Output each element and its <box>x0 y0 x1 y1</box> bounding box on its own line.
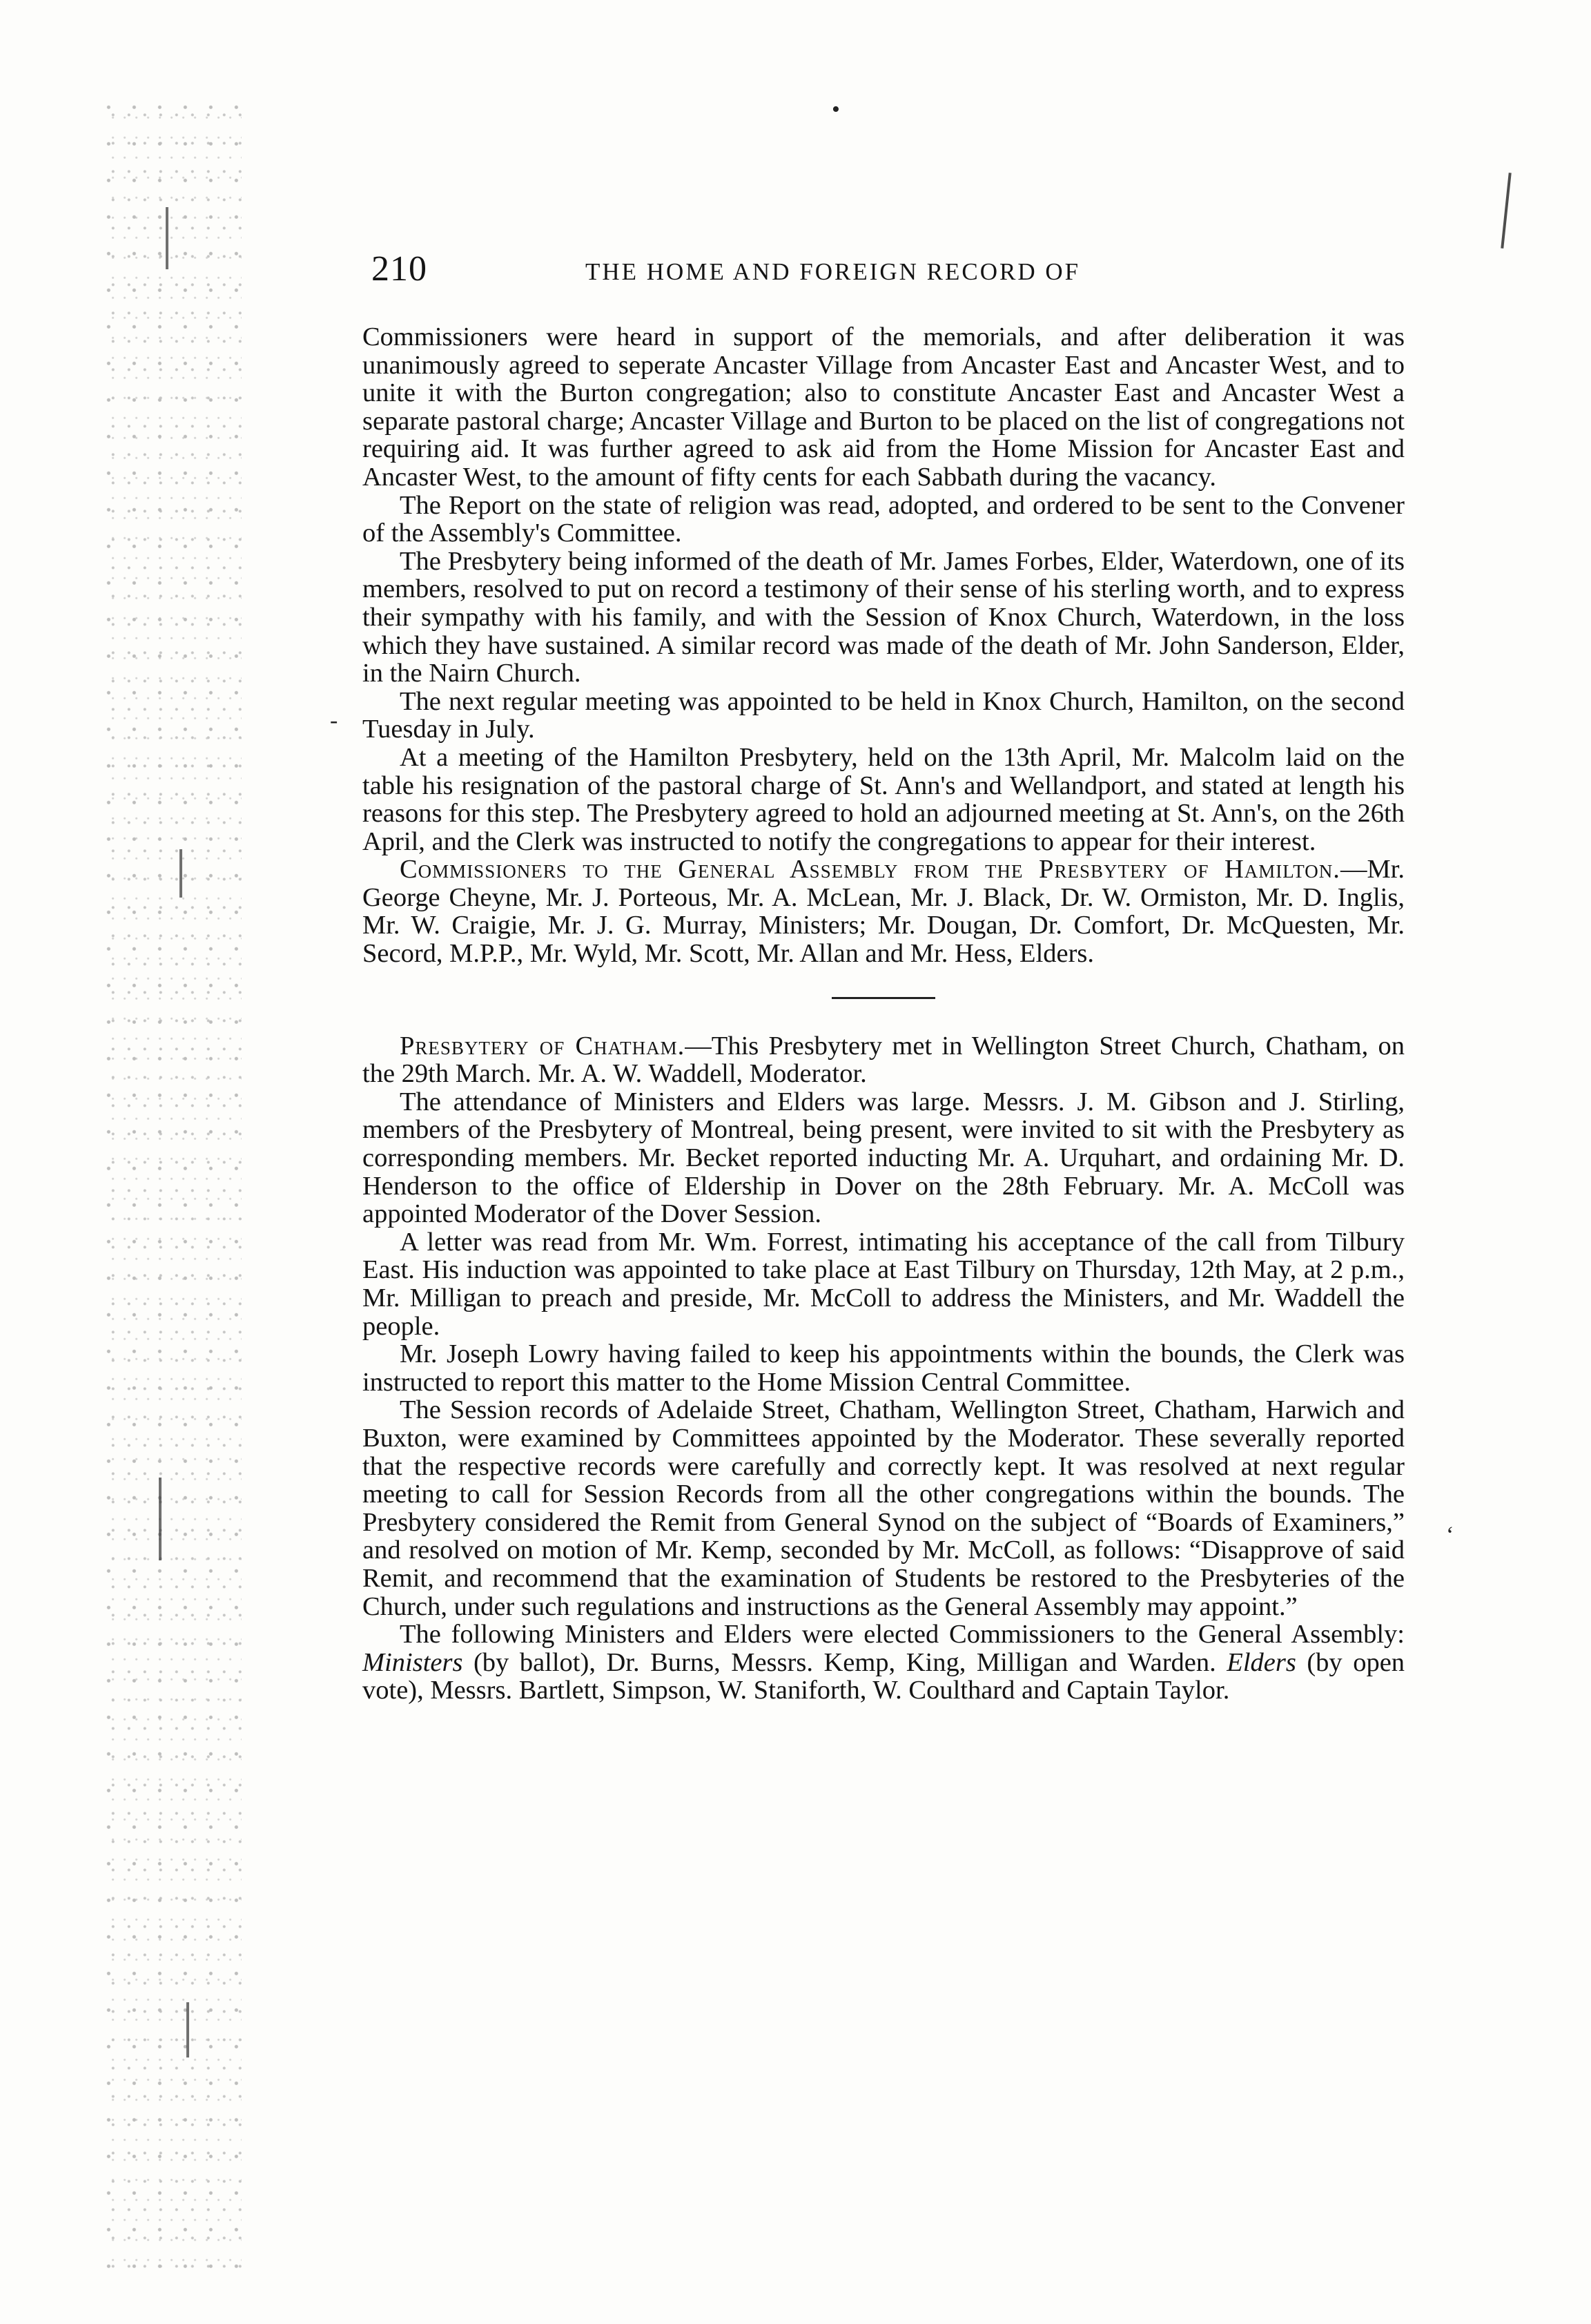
paragraph-text: —This Presbytery met in Wellington Street Church, Chatham, on the 29th March. Mr. A. W. Waddell, Moderator. <box>362 1031 1405 1089</box>
paragraph-text: —Mr. George Cheyne, Mr. J. Porteous, Mr. A. McLean, Mr. J. Black, Dr. W. Ormiston, Mr. D. Inglis, Mr. W. Craigie, Mr. J. G. Murray, Ministers; Mr. Dougan, Dr. Comfort, Dr. McQuesten, Mr. Secord, M.P.P., Mr. Wyld, Mr. Scott, Mr. Allan and Mr. Hess, Elders. <box>362 855 1405 969</box>
paragraph: The Session records of Adelaide Street, Chatham, Wellington Street, Chatham, Harwich and Buxton, were examined by Committees appointed by the Moderator. These severally reported that the respective records were carefully and correctly kept. It was resolved at next regular meeting to call for Session Records from all the other congregations within the bounds. The Presbytery considered the Remit from General Synod on the subject of “Boards of Examiners,” and resolved on motion of Mr. Kemp, seconded by Mr. McColl, as follows: “Disapprove of said Remit, and recommend that the examination of Students be restored to the Presbyteries of the Church, under such regulations and instructions as the General Assembly may appoint.” <box>362 1395 1405 1621</box>
paragraph: Mr. Joseph Lowry having failed to keep his appointments within the bounds, the Clerk was instructed to report this matter to the Home Mission Central Committee. <box>362 1339 1405 1397</box>
paragraph <box>362 1032 1405 1088</box>
scanned-gutter-noise <box>104 104 242 2278</box>
speck: - <box>330 708 338 733</box>
paragraph-text: The following Ministers and Elders were elected Commissioners to the General Assembly: <box>400 1620 1405 1649</box>
paragraph: The Report on the state of religion was read, adopted, and ordered to be sent to the Convener of the Assembly's Committee. <box>362 490 1405 548</box>
paragraph: Commissioners were heard in support of the memorials, and after deliberation it was unanimously agreed to seperate Ancaster Village from Ancaster East and Ancaster West, and to unite it with the Burton congregation; also to constitute Ancaster East and Ancaster West a separate pastoral charge; Ancaster Village and Burton to be placed on the list of congregations not requiring aid. It was further agreed to ask aid from the Home Mission for Ancaster East and Ancaster West, to the amount of fifty cents for each Sabbath during the vacancy. <box>362 322 1405 492</box>
paragraph-text: (by open vote), Messrs. Bartlett, Simpson, W. Staniforth, W. Coulthard and Captain Taylor. <box>362 1647 1405 1705</box>
paragraph <box>362 1620 1405 1705</box>
paragraph: The attendance of Ministers and Elders was large. Messrs. J. M. Gibson and J. Stirling, members of the Presbytery of Montreal, being present, were invited to sit with the Presbytery as corresponding members. Mr. Becket reported inducting Mr. A. Urquhart, and ordaining Mr. D. Henderson to the office of Eldership in Dover on the 28th February. Mr. A. McColl was appointed Moderator of the Dover Session. <box>362 1087 1405 1229</box>
gutter-mark <box>166 207 168 269</box>
page-number: 210 <box>371 249 427 289</box>
gutter-mark <box>179 849 182 898</box>
page-header <box>371 249 1403 297</box>
paragraph <box>362 855 1405 967</box>
section-heading: Presbytery of Chatham. <box>400 1031 685 1061</box>
paragraph: A letter was read from Mr. Wm. Forrest, intimating his acceptance of the call from Tilbury East. His induction was appointed to take place at East Tilbury on Thursday, 12th May, at 2 p.m., Mr. Milligan to preach and preside, Mr. McColl to address the Ministers, and Mr. Waddell the people. <box>362 1227 1405 1341</box>
gutter-mark <box>159 1478 162 1560</box>
elders-label: Elders <box>1227 1647 1296 1677</box>
speck: ‘ <box>1446 1522 1454 1548</box>
running-head: THE HOME AND FOREIGN RECORD OF <box>585 258 1081 285</box>
section-divider <box>832 997 935 999</box>
paragraph: The next regular meeting was appointed to be held in Knox Church, Hamilton, on the second Tuesday in July. <box>362 686 1405 744</box>
section-heading: Commissioners to the General Assembly from the Presbytery of Hamilton. <box>400 855 1340 884</box>
margin-stroke <box>1501 173 1511 249</box>
paragraph-text: (by ballot), Dr. Burns, Messrs. Kemp, King, Milligan and Warden. <box>473 1647 1216 1677</box>
paragraph: At a meeting of the Hamilton Presbytery, held on the 13th April, Mr. Malcolm laid on the table his resignation of the pastoral charge of St. Ann's and Wellandport, and stated at length his reasons for this step. The Presbytery agreed to hold an adjourned meeting at St. Ann's, on the 26th April, and the Clerk was instructed to notify the congregations to appear for their interest. <box>362 742 1405 856</box>
gutter-mark <box>186 2002 189 2057</box>
paragraph: The Presbytery being informed of the death of Mr. James Forbes, Elder, Waterdown, one of its members, resolved to put on record a testimony of their sense of his sterling worth, and to express their sympathy with his family, and with the Session of Knox Church, Waterdown, in the loss which they have sustained. A similar record was made of the death of Mr. John Sanderson, Elder, in the Nairn Church. <box>362 546 1405 688</box>
speck: • <box>832 97 840 122</box>
ministers-label: Ministers <box>362 1647 463 1677</box>
article-body <box>362 323 1405 1705</box>
